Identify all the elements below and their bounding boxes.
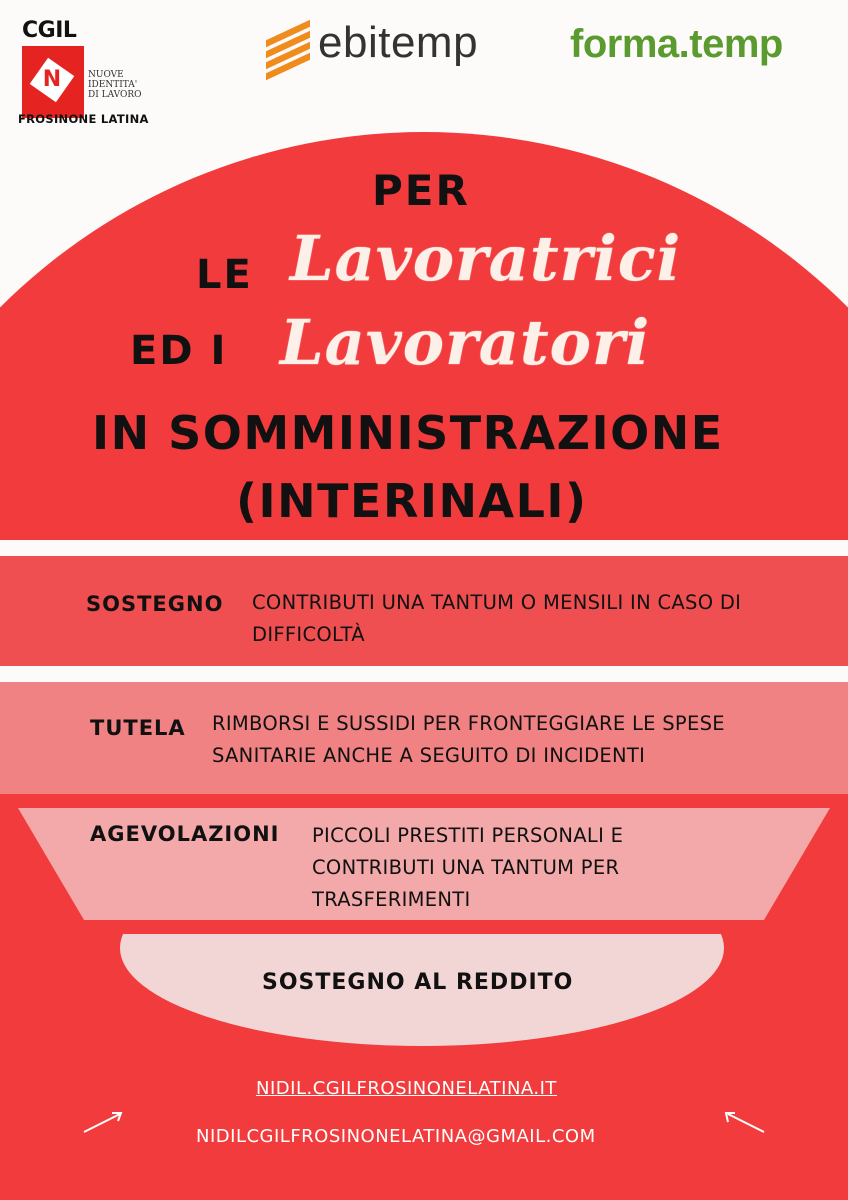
headline-lavoratori: Lavoratori	[280, 306, 651, 379]
email-address: NIDILCGILFROSINONELATINA@GMAIL.COM	[196, 1126, 596, 1147]
nidil-badge	[30, 58, 75, 103]
cgil-wordmark: CGIL	[22, 18, 77, 43]
band-description-tutela: RIMBORSI E SUSSIDI PER FRONTEGGIARE LE SPESE SANITARIE ANCHE A SEGUITO DI INCIDENTI	[212, 712, 725, 767]
band-label-sostegno-reddito: SOSTEGNO AL REDDITO	[262, 970, 574, 995]
nidil-tagline	[88, 70, 142, 100]
headline-interinali: (INTERINALI)	[236, 474, 588, 528]
headline-lavoratrici: Lavoratrici	[290, 222, 682, 295]
band-label-sostegno: SOSTEGNO	[86, 592, 224, 616]
band-separator	[0, 666, 848, 682]
nidil-tagline-line: NUOVE	[88, 70, 124, 80]
cgil-subtitle: FROSINONE LATINA	[18, 112, 149, 126]
band-separator	[0, 540, 848, 556]
nidil-badge-letter: N	[42, 67, 62, 92]
arrow-right-icon	[722, 1108, 768, 1138]
cgil-logo-icon	[22, 46, 84, 118]
band-description-agevolazioni: PICCOLI PRESTITI PERSONALI E CONTRIBUTI UNA TANTUM PER TRASFERIMENTI	[312, 824, 624, 911]
headline-somministrazione: IN SOMMINISTRAZIONE	[92, 406, 724, 460]
band-label-tutela: TUTELA	[90, 716, 186, 740]
band-description-sostegno: CONTRIBUTI UNA TANTUM O MENSILI IN CASO DI DIFFICOLTÀ	[252, 591, 742, 646]
arrow-left-icon	[80, 1108, 126, 1138]
headline-per: PER	[372, 166, 470, 215]
formatemp-logo: forma.temp	[570, 22, 783, 66]
headline-ed-i: ED I	[130, 328, 228, 374]
ebitemp-wordmark: ebitemp	[318, 18, 479, 67]
nidil-tagline-line: IDENTITA'	[88, 80, 138, 90]
nidil-tagline-line: DI LAVORO	[88, 90, 142, 100]
website-link[interactable]: NIDIL.CGILFROSINONELATINA.IT	[256, 1078, 557, 1099]
headline-le: LE	[196, 252, 253, 298]
cgil-logo	[18, 18, 158, 130]
band-label-agevolazioni: AGEVOLAZIONI	[90, 822, 280, 846]
ebitemp-logo-icon	[266, 26, 310, 70]
